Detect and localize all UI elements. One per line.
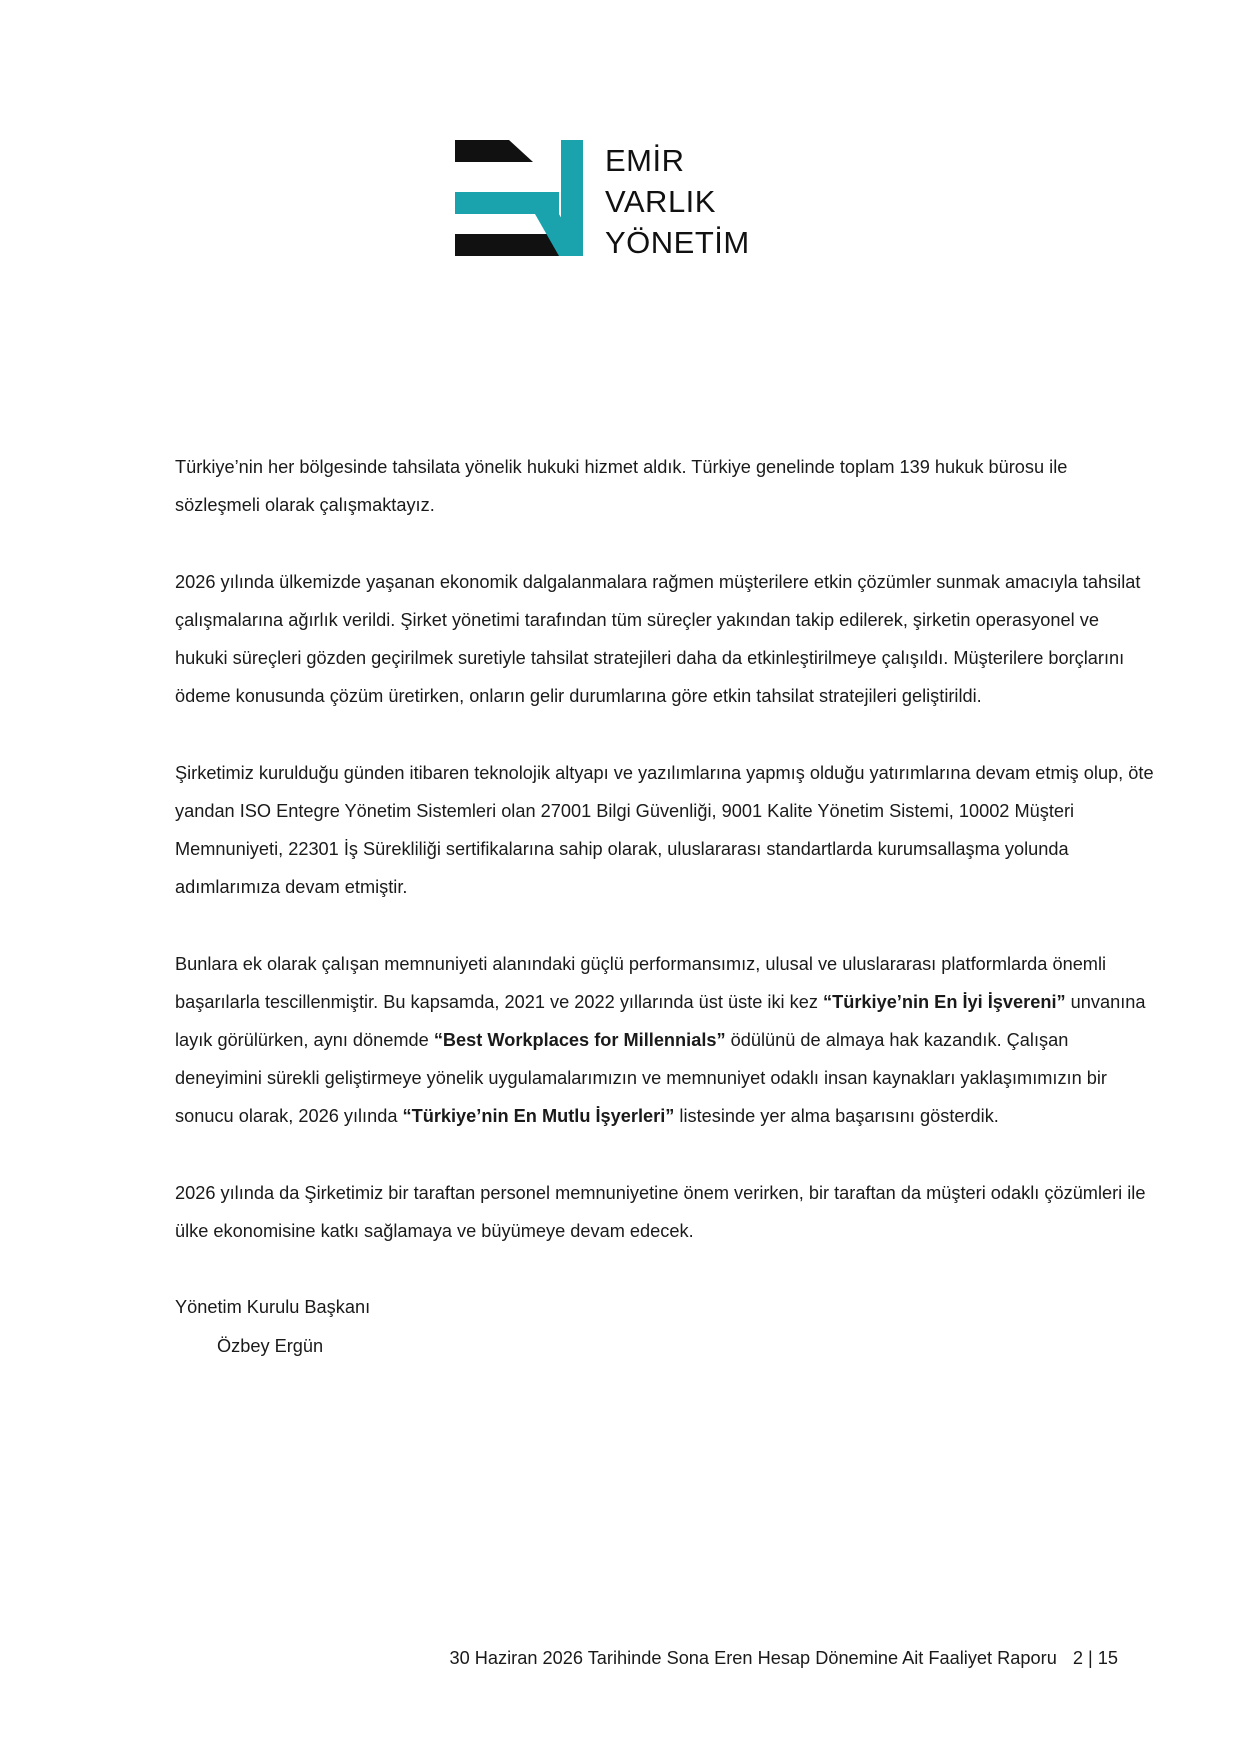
logo-line-1: EMİR [605, 143, 685, 178]
signature-title: Yönetim Kurulu Başkanı [175, 1297, 371, 1318]
logo-line-2: VARLIK [605, 184, 716, 219]
text-segment: ödülünü de almaya hak kazandık. Çalışan deneyimini sürekli geliştirmeye yönelik uygulamalarımızın ve memnuniyet odaklı insan kaynakları yaklaşımımızın bir sonucu olarak, 2026 yılında [175, 1030, 1107, 1127]
company-logo [455, 140, 755, 270]
paragraph-legal-services: Türkiye’nin her bölgesinde tahsilata yönelik hukuki hizmet aldık. Türkiye genelinde toplam 139 hukuk bürosu ile sözleşmeli olarak çalışmaktayız. [175, 457, 1068, 516]
logo-mark-icon [455, 140, 585, 260]
logo-wordmark [605, 140, 750, 263]
text-segment: Bunlara ek olarak çalışan memnuniyeti alanındaki güçlü performansımız, ulusal ve uluslararası platformlarda önemli başarılarla tescillenmiştir. Bu kapsamda, 2021 ve 2022 yıllarında üst üste iki kez [175, 953, 1107, 1012]
award-best-workplaces-millennials: “Best Workplaces for Millennials” [433, 1030, 726, 1050]
award-best-employer: “Türkiye’nin En İyi İşvereni” [823, 991, 1066, 1012]
text-segment: unvanına layık görülürken, aynı dönemde [175, 991, 1146, 1050]
text-segment: listesinde yer alma başarısını gösterdik. [674, 1106, 999, 1127]
paragraph-employee-awards [175, 945, 1155, 1136]
paragraph-collections: 2026 yılında ülkemizde yaşanan ekonomik dalgalanmalara rağmen müşterilere etkin çözümler sunmak amacıyla tahsilat çalışmalarına ağırlık verildi. Şirket yönetimi tarafından tüm süreçler yakından takip edilerek, şirketin operasyonel ve hukuki süreçleri gözden geçirilmek suretiyle tahsilat stratejileri daha da etkinleştirilmeye çalışıldı. Müşterilere borçlarını ödeme konusunda çözüm üretirken, onların gelir durumlarına göre etkin tahsilat stratejileri geliştirildi. [175, 571, 1141, 707]
signature-name: Özbey Ergün [217, 1335, 324, 1356]
logo-line-3: YÖNETİM [605, 225, 750, 260]
award-happiest-workplaces: “Türkiye’nin En Mutlu İşyerleri” [402, 1106, 675, 1127]
paragraph-outlook: 2026 yılında da Şirketimiz bir taraftan personel memnuniyetine önem verirken, bir taraftan da müşteri odaklı çözümleri ile ülke ekonomisine katkı sağlamaya ve büyümeye devam edecek. [175, 1182, 1146, 1241]
page-number: 2 | 15 [1072, 1648, 1118, 1668]
footer-report-title: 30 Haziran 2026 Tarihinde Sona Eren Hesap Dönemine Ait Faaliyet Raporu [449, 1648, 1057, 1668]
paragraph-technology-iso: Şirketimiz kurulduğu günden itibaren teknolojik altyapı ve yazılımlarına yapmış olduğu yatırımlarına devam etmiş olup, öte yandan ISO Entegre Yönetim Sistemleri olan 27001 Bilgi Güvenliği, 9001 Kalite Yönetim Sistemi, 10002 Müşteri Memnuniyeti, 22301 İş Sürekliliği sertifikalarına sahip olarak, uluslararası standartlarda kurumsallaşma yolunda adımlarımıza devam etmiştir. [175, 762, 1154, 898]
letter-body [175, 448, 1155, 1365]
page-footer [450, 1648, 1118, 1669]
